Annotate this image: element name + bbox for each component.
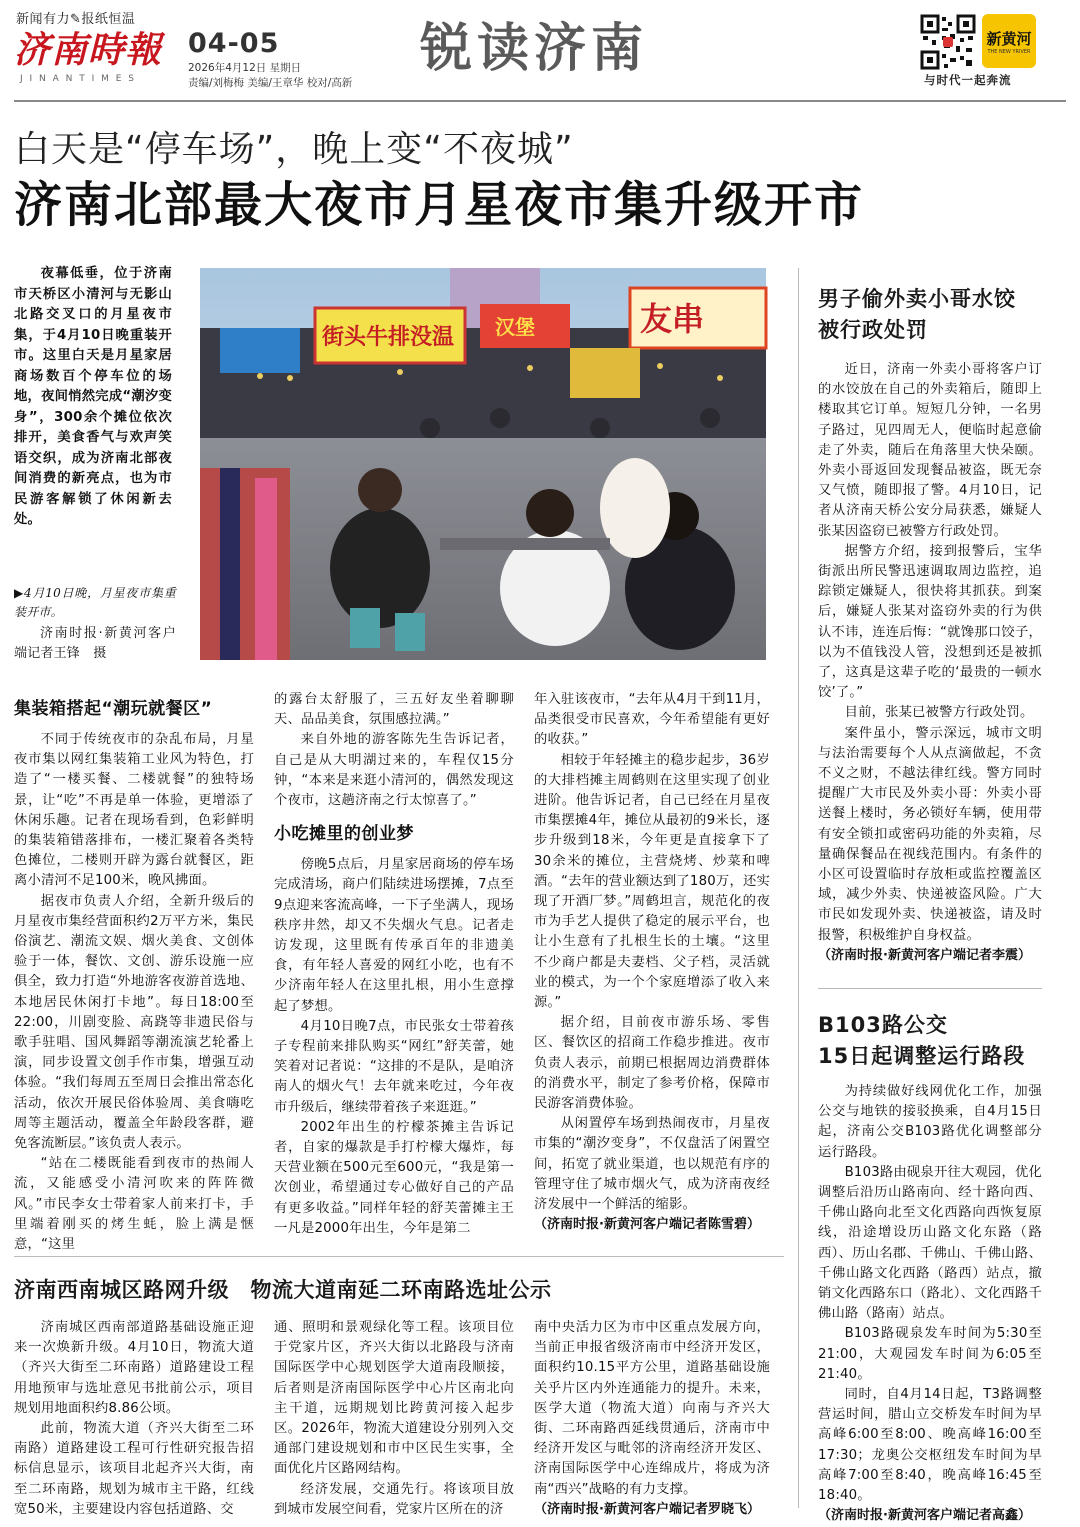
theft-para: 目前，张某已被警方行政处罚。 — [844, 705, 1034, 721]
bus-para: 为持续做好线网优化工作，加强公交与地铁的接驳换乘，自4月15日起，济南公交B103路优化调整部分运行路段。 — [818, 1084, 1042, 1160]
bottom-divider — [14, 1256, 784, 1257]
lead-col3-para: 从闲置停车场到热闹夜市，月星夜市集的“潮汐变身”，不仅盘活了闲置空间，拓宽了就业渠道，也以规范有序的管理守住了城市烟火气，成为济南夜经济发展中一个鲜活的缩影。 — [534, 1116, 770, 1213]
lead-col2-para: 的露台太舒服了，三五好友坐着聊聊天、品品美食，氛围感拉满。” — [274, 692, 514, 728]
newspaper-logo-pinyin: J I N A N T I M E S — [20, 74, 136, 84]
lead-col3-para: 年入驻该夜市，“去年从4月干到11月，品类很受市民喜欢，今年希望能有更好的收获。” — [534, 692, 770, 748]
roadnet-column-1 — [14, 1318, 254, 1518]
masthead-slogan: 新闻有力✎报纸恒温 — [16, 12, 136, 27]
masthead — [0, 0, 1080, 100]
lead-col1-para: “站在二楼既能看到夜市的热闹人流，又能感受小清河吹来的阵阵微风。”市民李女士带着家人前来打卡，手里端着刚买的烤生蚝，脸上满是惬意，“这里 — [14, 1156, 254, 1253]
photo-credit: 济南时报·新黄河客户端记者王锋 摄 — [14, 626, 176, 661]
date-line: 2026年4月12日 星期日 — [188, 62, 302, 74]
roadnet-para: 济南城区西南部道路基础设施正迎来一次焕新升级。4月10日，物流大道（齐兴大街至二环南路）道路建设工程用地预审与选址意见书批前公示，项目规划用地面积约8.86公顷。 — [14, 1320, 254, 1416]
editors-line: 责编/刘梅梅 美编/王章华 校对/高新 — [188, 77, 353, 89]
lead-intro — [14, 264, 172, 527]
roadnet-column-2 — [274, 1318, 514, 1518]
photo-sign-steak: 街头牛排没温 — [322, 325, 455, 350]
lead-headline: 济南北部最大夜市月星夜市集升级开市 — [14, 177, 865, 233]
roadnet-headline: 济南西南城区路网升级 物流大道南延二环南路选址公示 — [14, 1278, 552, 1302]
roadnet-para: 南中央活力区为市中区重点发展方向，当前正申报省级济南市中经济开发区，面积约10.15平方公里，道路基础设施关乎片区内外连通能力的提升。未来，医学大道（物流大道）向南与齐兴大街、二环南路西延线贯通后，济南市中经济开发区与毗邻的济南经济开发区、济南国际医学中心连绵成片，将成为济南“西兴”战略的有力支撑。 — [534, 1320, 770, 1497]
lead-column-2 — [274, 690, 514, 1242]
lead-kicker: 白天是“停车场”，晚上变“不夜城” — [14, 129, 574, 170]
bus-para: 同时，自4月14日起，T3路调整营运时间，腊山立交桥发车时间为早高峰6:00至8:00、晚高峰16:00至17:30；龙奥公交枢纽发车时间为早高峰7:00至8:40，晚高峰16:45至18:40。 — [818, 1387, 1042, 1504]
section-title: 锐读济南 — [420, 19, 649, 79]
photo-sign-chuan: 友串 — [640, 300, 705, 338]
theft-headline-line1: 男子偷外卖小哥水饺 — [818, 287, 1016, 311]
lead-subheading-2: 小吃摊里的创业梦 — [274, 824, 414, 845]
lead-col1-para: 不同于传统夜市的杂乱布局，月星夜市集以网红集装箱工业风为特色，打造了“一楼买餐、二楼就餐”的独特场景，让“吃”不再是单一体验，更增添了休闲乐趣。记者在现场看到，色彩鲜明的集装箱错落排布，一楼汇聚着各类特色摊位，二楼则开辟为露台就餐区，距离小清河不足100米，晚风拂面。 — [14, 732, 254, 889]
lead-column-3 — [534, 690, 770, 1233]
app-logo — [982, 14, 1036, 68]
lead-subheading-1: 集装箱搭起“潮玩就餐区” — [14, 699, 213, 719]
app-slogan: 与时代一起奔流 — [924, 73, 1012, 87]
lead-column-1 — [14, 698, 254, 1253]
column-divider — [798, 268, 799, 1508]
lead-credit: （济南时报·新黄河客户端记者陈雪碧） — [534, 1217, 760, 1233]
night-market-photo — [200, 268, 766, 660]
roadnet-column-3 — [534, 1318, 770, 1518]
roadnet-credit: （济南时报·新黄河客户端记者罗晓飞） — [534, 1501, 760, 1517]
right-divider — [818, 988, 1042, 989]
lead-col2-para: 来自外地的游客陈先生告诉记者，自己是从大明湖过来的，车程仅15分钟，“本来是来逛小清河的，偶然发现这个夜市，这趟济南之行太惊喜了。” — [274, 732, 514, 809]
photo-caption — [14, 584, 176, 664]
bus-para: B103路砚泉发车时间为5:30至21:00，大观园发车时间为6:05至21:40。 — [818, 1326, 1042, 1382]
lead-col3-para: 据介绍，目前夜市游乐场、零售区、餐饮区的招商工作稳步推进。夜市负责人表示，前期已根据周边消费群体的消费水平，制定了参考价格，保障市民游客消费体验。 — [534, 1015, 770, 1112]
roadnet-para: 此前，物流大道（齐兴大街至二环南路）道路建设工程可行性研究报告招标信息显示，该项目北起齐兴大街，南至二环南路，规划为城市主干路，红线宽50米，主要建设内容包括道路、交 — [14, 1421, 254, 1517]
lead-col1-para: 据夜市负责人介绍，全新升级后的月星夜市集经营面积约2万平方米，集民俗演艺、潮流文娱、烟火美食、文创体验于一体，餐饮、文创、游乐设施一应俱全，致力打造“外地游客夜游首选地、本地居民休闲打卡地”。每日18:00至22:00，川剧变脸、高跷等非遗民俗与歌手驻唱、国风舞蹈等潮流演艺轮番上演，同步设置文创手作市集，增强互动体验。“我们每周五至周日会推出常态化活动，依次开展民俗体验周、美食嗨吃周等主题活动，覆盖全年龄段客群，避免客流断层。”该负责人表示。 — [14, 893, 254, 1152]
lead-col2-para: 4月10日晚7点，市民张女士带着孩子专程前来排队购买“网红”舒芙蕾，她笑着对记者说：“这排的不是队，是咱济南人的烟火气！去年就来吃过，今年夜市升级后，继续带着孩子来逛逛。” — [274, 1018, 514, 1115]
masthead-rule — [14, 100, 1066, 102]
theft-headline-line2: 被行政处罚 — [818, 318, 928, 342]
qr-code-icon — [920, 14, 976, 70]
lead-col3-para: 相较于年轻摊主的稳步起步，36岁的大排档摊主周鹤则在这里实现了创业进阶。他告诉记者，自己已经在月星夜市集摆摊4年，摊位从最初的9米长，逐步升级到18米，今年更是直接拿下了30余米的摊位，主营烧烤、炒菜和啤酒。“去年的营业额达到了180万，还实现了开酒厂梦。”周鹤坦言，规范化的夜市为手艺人提供了稳定的展示平台，也让小生意有了扎根生长的土壤。“这里不少商户都是夫妻档、父子档，灵活就业的模式，为一个个家庭增添了收入来源。” — [534, 752, 770, 1011]
photo-caption-text: ▶4月10日晚，月星夜市集重装开市。 — [14, 586, 176, 619]
lead-col2-para: 2002年出生的柠檬茶摊主告诉记者，自家的爆款是手打柠檬大爆炸，每天营业额在500元至600元，“我是第一次创业，希望通过专心做好自己的产品有更多收益。”同样年轻的舒芙蕾摊主王一凡是2000年出生，今年是第二 — [274, 1119, 514, 1236]
newspaper-logo: 济南時報 — [14, 29, 163, 71]
bus-headline-line1: B103路公交 — [818, 1013, 948, 1037]
right-story-bus — [818, 1010, 1042, 1524]
app-logo-text: 新黄河 — [986, 29, 1032, 48]
theft-para: 据警方介绍，接到报警后，宝华街派出所民警迅速调取周边监控，追踪锁定嫌疑人，很快将其抓获。到案后，嫌疑人张某对盗窃外卖的行为供认不讳，连连后悔：“就馋那口饺子，以为不值钱没人管，没想到还是被抓了，这真是这辈子吃的‘最贵的一顿水饺’了。” — [818, 543, 1042, 701]
bus-para: B103路由砚泉开往大观园，优化调整后沿历山路南向、经十路向西、千佛山路向北至文化西路向西恢复原线，沿途增设历山路文化东路（路西）、历山名郡、千佛山、千佛山路、千佛山路文化西路（路西）站点，撤销文化西路东口（路北）、文化西路千佛山路（路南）站点。 — [818, 1164, 1042, 1322]
bus-headline-line2: 15日起调整运行路段 — [818, 1044, 1026, 1068]
roadnet-para: 通、照明和景观绿化等工程。该项目位于党家片区，齐兴大街以北路段与济南国际医学中心规划医学大道南段顺接，后者则是济南国际医学中心片区南北向主干道，远期规划比跨黄河接入起步区。2026年，物流大道建设分别列入交通部门建设规划和市中区民生实事，全面优化片区路网结构。 — [274, 1320, 514, 1477]
lead-intro-text: 夜幕低垂，位于济南市天桥区小清河与无影山北路交叉口的月星夜市集，于4月10日晚重装开市。这里白天是月星家居商场数百个停车位的场地，夜间悄然完成“潮汐变身”，300余个摊位依次排开，美食香气与欢声笑语交织，成为济南北部夜间消费的新亮点，也为市民游客解锁了休闲新去处。 — [14, 266, 172, 527]
theft-para: 近日，济南一外卖小哥将客户订的水饺放在自己的外卖箱后，随即上楼取其它订单。短短几分钟，一名男子路过，见四周无人，便临时起意偷走了外卖，随后在角落里大快朵颐。外卖小哥返回发现餐品被盗，既无奈又气愤，随即报了警。4月10日，记者从济南天桥公安分局获悉，嫌疑人张某因盗窃已被警方行政处罚。 — [818, 362, 1042, 539]
theft-credit: （济南时报·新黄河客户端记者李震） — [818, 947, 1031, 963]
app-logo-subtext: THE NEW YRIVER — [987, 48, 1031, 55]
photo-sign-burger: 汉堡 — [495, 315, 535, 339]
page-number: 04-05 — [188, 28, 280, 59]
right-story-theft — [818, 284, 1042, 974]
roadnet-para: 经济发展，交通先行。将该项目放到城市发展空间看，党家片区所在的济 — [274, 1481, 514, 1517]
lead-col2-para: 傍晚5点后，月星家居商场的停车场完成清场，商户们陆续进场摆摊，7点至9点迎来客流高峰，一下子坐满人，现场秩序井然，却又不失烟火气息。记者走访发现，这里既有传承百年的非遗美食，有年轻人喜爱的网红小吃，也有不少济南年轻人在这里扎根，用小生意撑起了梦想。 — [274, 857, 514, 1014]
theft-para: 案件虽小，警示深远，城市文明与法治需要每个人从点滴做起，不贪不义之财，不越法律红线。警方同时提醒广大市民及外卖小哥：外卖小哥送餐上楼时，务必锁好车辆，使用带有安全锁扣或密码功能的外卖箱，尽量确保餐品在视线范围内。有条件的小区可设置临时存放柜或监控覆盖区域，减少外卖、快递被盗风险。广大市民如发现外卖、快递被盗，请及时报警，积极维护自身权益。 — [818, 725, 1042, 943]
bus-credit: （济南时报·新黄河客户端记者高鑫） — [818, 1508, 1031, 1524]
